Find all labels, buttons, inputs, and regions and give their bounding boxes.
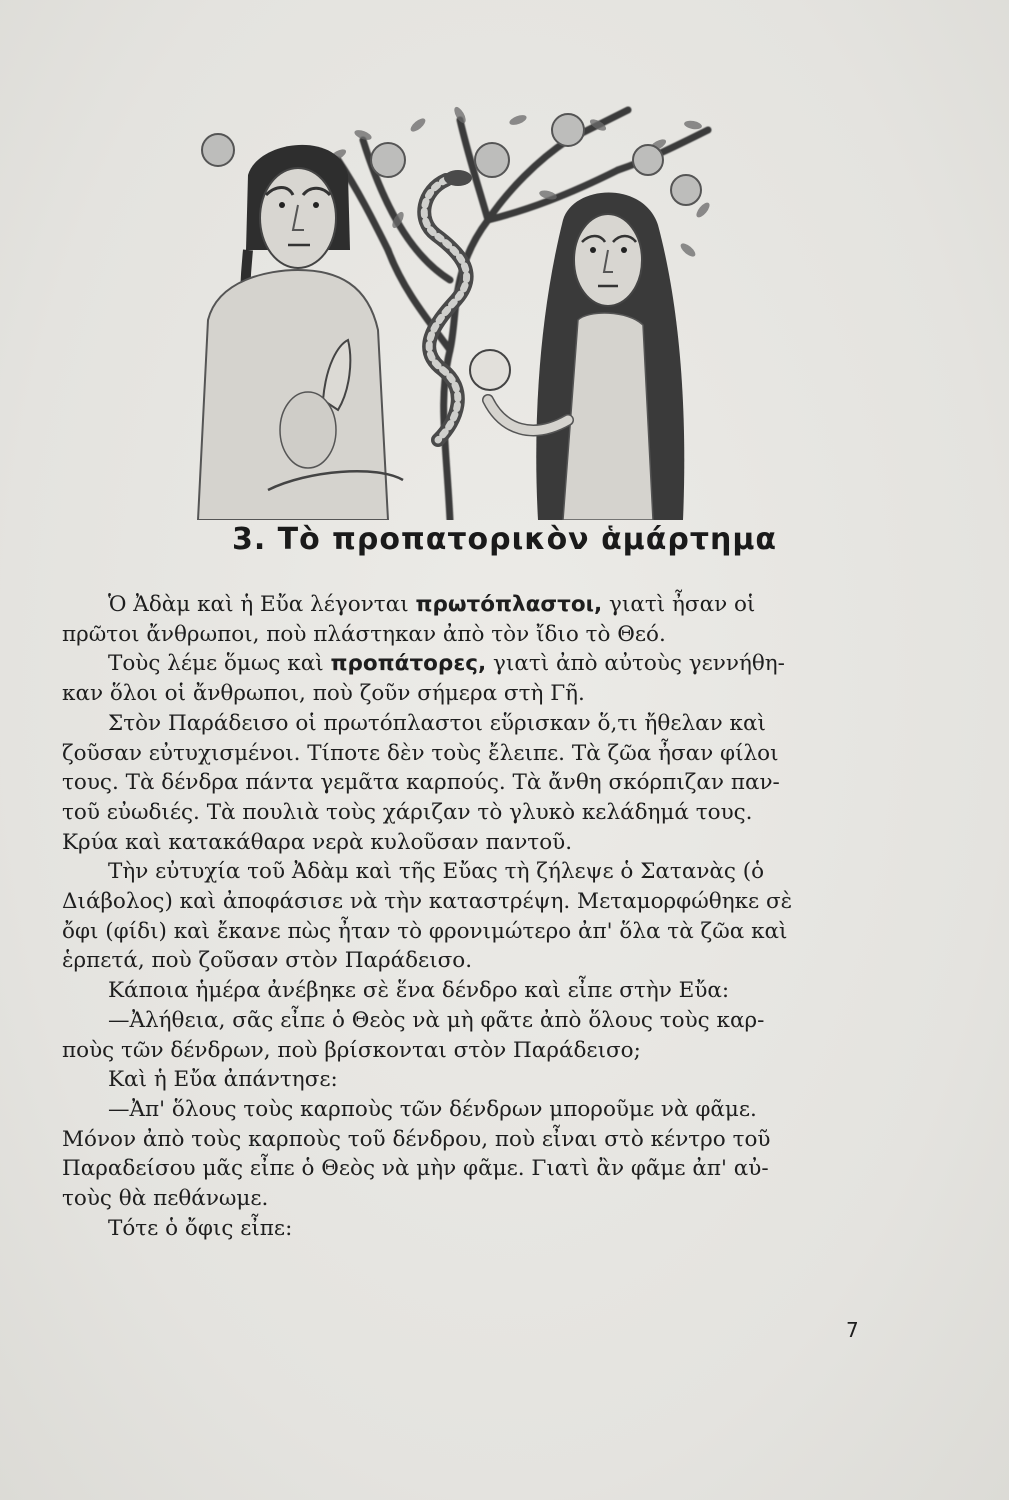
text-line: Κρύα καὶ κατακάθαρα νερὰ κυλοῦσαν παντοῦ. [62,829,573,855]
term-propatores: προπάτορες, [330,651,487,677]
adam-eve-illustration [188,100,728,520]
text-line: Μόνον ἀπὸ τοὺς καρποὺς τοῦ δένδρου, ποὺ εἶναι στὸ κέντρο τοῦ [62,1126,771,1152]
paragraph [62,1006,872,1065]
term-protoplastoi: πρωτόπλαστοι, [415,592,603,617]
chapter-title: 3. Τὸ προπατορικὸν ἁμάρτημα [231,522,778,557]
page-number: 7 [846,1318,859,1342]
paragraph [62,976,872,1006]
paragraph [62,1214,872,1244]
text-line: ποὺς τῶν δένδρων, ποὺ βρίσκονται στὸν Παράδεισο; [62,1037,641,1063]
text-line: Κάποια ἡμέρα ἀνέβηκε σὲ ἕνα δένδρο καὶ εἶπε στὴν Εὔα: [108,978,730,1004]
text-line: τοὺς θὰ πεθάνωμε. [62,1186,269,1212]
text-run: Τοὺς λέμε ὅμως καὶ [108,651,331,677]
paragraph [62,649,872,708]
text-line: Καὶ ἡ Εὔα ἀπάντησε: [108,1067,338,1093]
text-run: γιατὶ ἀπὸ αὐτοὺς γεννήθη- [486,651,785,677]
text-line: Στὸν Παράδεισο οἱ πρωτόπλαστοι εὕρισκαν ὅ,τι ἤθελαν καὶ [108,710,766,736]
paragraph [62,590,872,649]
text-line: τοῦ εὐωδιές. Τὰ πουλιὰ τοὺς χάριζαν τὸ γλυκὸ κελάδημά τους. [62,799,753,825]
text-line: Τότε ὁ ὄφις εἶπε: [108,1215,293,1241]
chapter-body [62,590,872,1243]
text-line: πρῶτοι ἄνθρωποι, ποὺ πλάστηκαν ἀπὸ τὸν ἴδιο τὸ Θεό. [62,621,666,647]
text-line: ἑρπετά, ποὺ ζοῦσαν στὸν Παράδεισο. [62,948,473,974]
text-line: τους. Τὰ δένδρα πάντα γεμᾶτα καρπούς. Τὰ ἄνθη σκόρπιζαν παν- [62,770,780,796]
text-line: ζοῦσαν εὐτυχισμένοι. Τίποτε δὲν τοὺς ἔλειπε. Τὰ ζῶα ἦσαν φίλοι [62,740,779,766]
text-line: Τὴν εὐτυχία τοῦ Ἀδὰμ καὶ τῆς Εὔας τὴ ζήλεψε ὁ Σατανὰς (ὁ [108,859,765,885]
text-line [62,590,872,620]
text-line: Διάβολος) καὶ ἀποφάσισε νὰ τὴν καταστρέψη. Μεταμορφώθηκε σὲ [62,889,793,915]
paragraph [62,1065,872,1095]
text-run: γιατὶ ἦσαν οἱ [602,592,756,617]
text-line: καν ὅλοι οἱ ἄνθρωποι, ποὺ ζοῦν σήμερα στὴ Γῆ. [62,681,585,707]
text-line: ὄφι (φίδι) καὶ ἔκανε πὼς ἦταν τὸ φρονιμώτερο ἀπ' ὅλα τὰ ζῶα καὶ [62,918,788,944]
text-line [62,649,872,679]
paragraph [62,1095,872,1214]
paragraph [62,709,872,858]
text-run: Ὁ Ἀδὰμ καὶ ἡ Εὔα λέγονται [108,592,416,617]
text-line: —Ἀλήθεια, σᾶς εἶπε ὁ Θεὸς νὰ μὴ φᾶτε ἀπὸ ὅλους τοὺς καρ- [108,1007,765,1033]
text-line: Παραδείσου μᾶς εἶπε ὁ Θεὸς νὰ μὴν φᾶμε. Γιατὶ ἂν φᾶμε ἀπ' αὐ- [62,1156,769,1182]
paragraph [62,857,872,976]
text-line: —Ἀπ' ὅλους τοὺς καρποὺς τῶν δένδρων μποροῦμε νὰ φᾶμε. [108,1096,757,1122]
